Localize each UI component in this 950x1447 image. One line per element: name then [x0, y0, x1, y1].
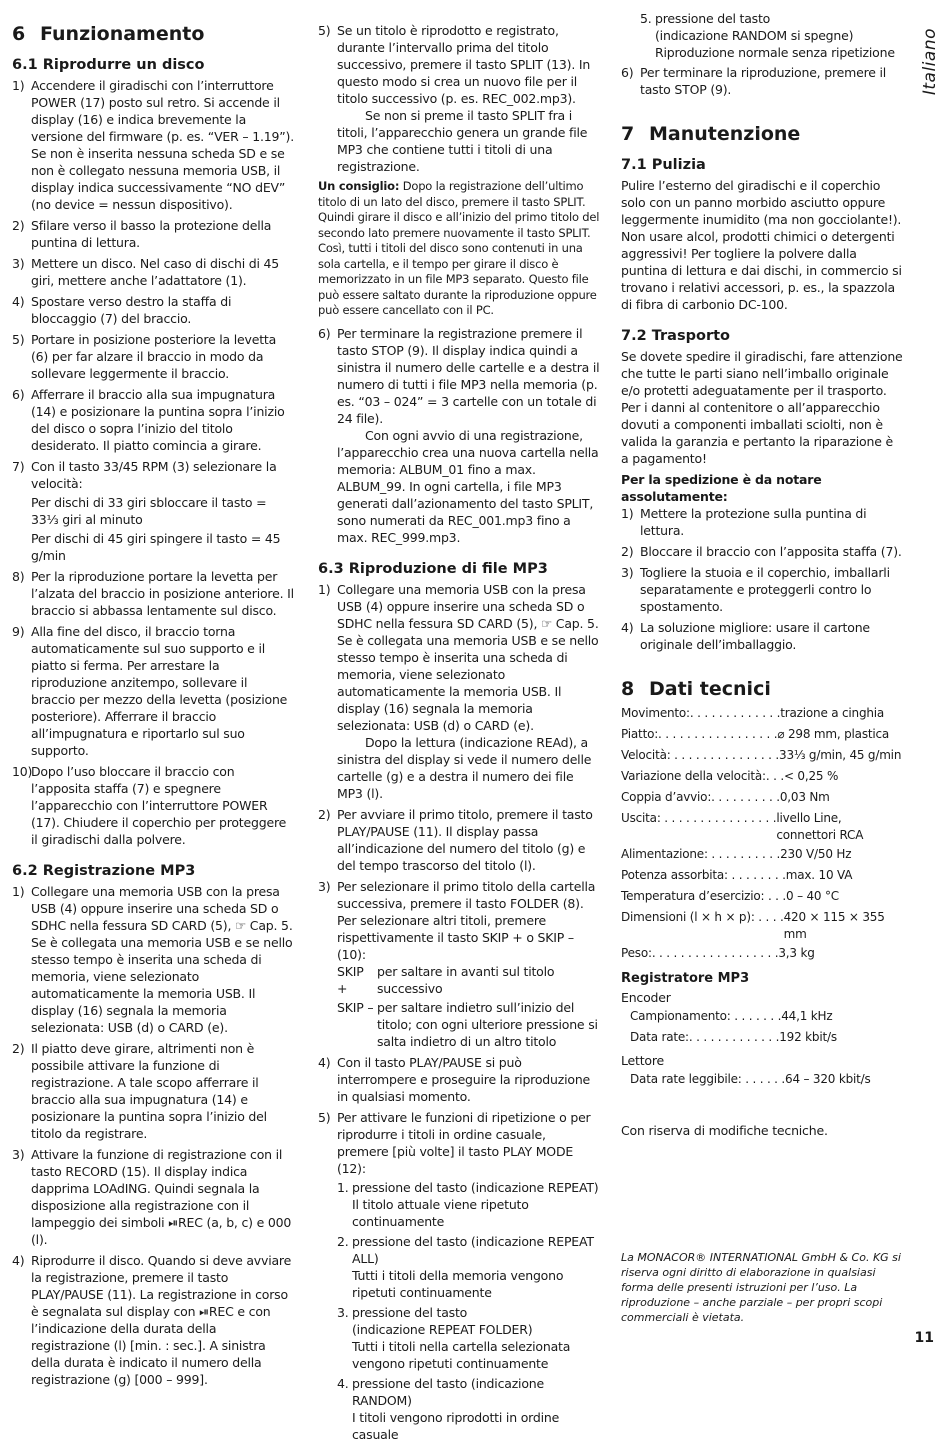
list-item: 4) Riprodurre il disco. Quando si deve avviare la registrazione, premere il tasto PLAY/PAUSE (11). La registrazione in corso è segnalata sul display con ⏯REC e con l’indicazione della durata della registrazione (l) [min. : sec.]. A sinistra della durata è indicato il numero della registrazione (g) [000 – 999]. — [12, 1253, 292, 1387]
heading-7-1: 7.1 Pulizia — [621, 157, 706, 173]
mode-item: 1. pressione del tasto (indicazione REPEAT) Il titolo attuale viene ripetuto continuamente — [337, 1179, 599, 1229]
steps-6-2-cont — [318, 22, 600, 175]
list-item: 3) Per selezionare il primo titolo della cartella successiva, premere il tasto FOLDER (8). Per selezionare altri titoli, premere rispettivamente il tasto SKIP + o SKIP – (10): SKIP + per saltare in avanti sul titolo successivo SKIP – per saltare indietro sull’inizio del titolo; con ogni ulteriore pressione si salta indietro di un altro titolo — [318, 878, 600, 1050]
list-item: 6) Per terminare la riproduzione, premere il tasto STOP (9). — [621, 65, 887, 97]
list-item: 5) Se un titolo è riprodotto e registrato, durante l’intervallo prima del titolo successivo, premere il tasto SPLIT (13). In questo modo si crea un nuovo file per il titolo successivo (p. es. REC_002.mp3). Se non si preme il tasto SPLIT fra i titoli, l’apparecchio genera un grande file MP3 che contiene tutti i titoli di una registrazione. — [318, 22, 600, 175]
list-item: 9) Alla fine del disco, il braccio torna automaticamente sul suo supporto e il piatto si ferma. Per arrestare la riproduzione anzitempo, sollevare il braccio per mezzo della levetta (posizione posteriore). Afferrare il braccio all’impugnatura e riportarlo sul suo supporto. — [12, 624, 288, 758]
specs-table — [621, 703, 903, 964]
player-label: Lettore — [621, 1053, 665, 1068]
shipping-heading: Per la spedizione è da notare assolutamente: — [621, 472, 822, 504]
column-middle — [318, 22, 600, 1447]
list-item: 1) Accendere il giradischi con l’interruttore POWER (17) posto sul retro. Si accende il display (16) e indica brevemente la versione del firmware (p. es. “VER – 1.19”). Se non è inserita nessuna scheda SD e se non è collegato nessuna memoria USB, il display indica successivamente “NO dEV” (no device = nessun dispositivo). — [12, 78, 294, 212]
heading-6: 6 Funzionamento — [12, 23, 205, 45]
spec-row: Data rate leggibile: . . . . . . 64 – 320 kbit/s — [630, 1072, 871, 1086]
spec-row: Coppia d’avvio:. . . . . . . . . . 0,03 Nm — [621, 790, 830, 804]
list-item: 4) Spostare verso destro la staffa di bloccaggio (7) del braccio. — [12, 294, 232, 326]
skip-minus-row: SKIP – per saltare indietro sull’inizio del titolo; con ogni ulteriore pressione si salta indietro di un altro titolo — [337, 999, 598, 1049]
cleaning-text: Pulire l’esterno del giradischi e il coperchio solo con un panno morbido asciutto oppure leggermente inumidito (ma non gocciolante!). Non usare alcol, prodotti chimici o detergenti aggressivi! Per togliere la polvere dalla puntina di lettura e dai dischi, in commercio si trovano i relativi accessori, p. es., la spazzola di fibra di carbonio DC-100. — [621, 178, 902, 312]
play-modes-cont — [621, 10, 903, 61]
steps-6-2 — [12, 883, 294, 1388]
shipping-steps — [621, 505, 903, 653]
heading-6-1: 6.1 Riprodurre un disco — [12, 57, 205, 73]
language-tab: Italiano — [920, 28, 940, 96]
spec-row: Campionamento: . . . . . . . 44,1 kHz — [630, 1009, 833, 1023]
spec-row: Movimento:. . . . . . . . . . . . . trazione a cinghia — [621, 706, 885, 720]
mode-item: 3. pressione del tasto (indicazione REPEAT FOLDER) Tutti i titoli nella cartella selezionata vengono ripetuti continuamente — [337, 1304, 571, 1371]
heading-7: 7 Manutenzione — [621, 123, 801, 145]
encoder-label: Encoder — [621, 990, 671, 1005]
reserve-note: Con riserva di modifiche tecniche. — [621, 1123, 828, 1138]
steps-6-3 — [318, 581, 600, 1443]
list-item: 2) Il piatto deve girare, altrimenti non è possibile attivare la funzione di registrazione. A tale scopo afferrare il braccio alla sua impugnatura (14) e posizionare la puntina sopra l’inizio del titolo da registrare. — [12, 1041, 267, 1141]
list-item: 5) Portare in posizione posteriore la levetta (6) per far alzare il braccio in modo da sollevare leggermente il braccio. — [12, 332, 277, 381]
steps-6-3-end — [621, 64, 903, 98]
play-modes — [337, 1179, 600, 1443]
list-item: 2) Per avviare il primo titolo, premere il tasto PLAY/PAUSE (11). Il display passa all’indicazione del numero del titolo (g) e del tempo trascorso del titolo (l). — [318, 806, 593, 873]
read-note: Dopo la lettura (indicazione REAd), a sinistra del display si vede il numero delle cartelle (g) e a destra il numero dei file MP3 (l). — [337, 734, 592, 801]
list-item: 3) Togliere la stuoia e il coperchio, imballarli separatamente e proteggerli contro lo spostamento. — [621, 565, 890, 614]
list-item: 2) Sfilare verso il basso la protezione della puntina di lettura. — [12, 218, 272, 250]
mode-item: 4. pressione del tasto (indicazione RANDOM) I titoli vengono riprodotti in ordine casuale — [337, 1375, 560, 1442]
column-right — [621, 8, 903, 1143]
list-item: 2) Bloccare il braccio con l’apposita staffa (7). — [621, 544, 902, 559]
list-item: 6) Afferrare il braccio alla sua impugnatura (14) e posizionare la puntina sopra l’inizio del disco o sopra l’inizio del titolo desiderato. Il piatto comincia a girare. — [12, 387, 285, 453]
heading-8: 8 Dati tecnici — [621, 678, 771, 700]
mp3-recorder-heading: Registratore MP3 — [621, 971, 750, 986]
skip-plus-row: SKIP + per saltare in avanti sul titolo successivo — [337, 963, 555, 996]
heading-6-3: 6.3 Riproduzione di file MP3 — [318, 560, 548, 577]
spec-row: Dimensioni (l × h × p): . . . . 420 × 115 × 355 mm — [621, 910, 885, 941]
page-number: 11 — [914, 1330, 934, 1346]
transport-text: Se dovete spedire il giradischi, fare attenzione che tutte le parti siano nell’imballo originale e/o protetti adeguatamente per il trasporto. Per i danni al contenitore o all’apparecchio dovuti a componenti imballati sciolti, non è valida la garanzia e pertanto la riparazione è a pagamento! — [621, 349, 903, 466]
spec-row: Velocità: . . . . . . . . . . . . . . . 33⅓ g/min, 45 g/min — [621, 748, 902, 762]
speed-45-note: Per dischi di 45 giri spingere il tasto = 45 g/min — [31, 531, 281, 563]
list-item: 1) Mettere la protezione sulla puntina di lettura. — [621, 506, 867, 538]
list-item: 6) Per terminare la registrazione premere il tasto STOP (9). Il display indica quindi a sinistra il numero delle cartelle e a destra il numero di tutti i file MP3 nella memoria (p. es. “03 – 024” = 3 cartelle con un totale di 24 file). Con ogni avvio di una registrazione, l’apparecchio crea una nuova cartella nella memoria: ALBUM_01 fino a max. ALBUM_99. In ogni cartella, i file MP3 generati dall’azionamento del tasto SPLIT, sono numerati da REC_001.mp3 fino a max. REC_999.mp3. — [318, 325, 600, 545]
spec-row: Data rate:. . . . . . . . . . . . . 192 kbit/s — [630, 1030, 837, 1044]
spec-row: Piatto:. . . . . . . . . . . . . . . . . ⌀ 298 mm, plastica — [621, 727, 890, 741]
spec-row: Variazione della velocità:. . . < 0,25 % — [621, 769, 839, 783]
steps-6-2-end — [318, 325, 600, 546]
speed-33-note: Per dischi di 33 giri sbloccare il tasto = 33⅓ giri al minuto — [31, 495, 267, 527]
spec-row: Alimentazione: . . . . . . . . . . 230 V/50 Hz — [621, 847, 852, 861]
tip-box: Un consiglio: Dopo la registrazione dell’ultimo titolo di un lato del disco, premere il tasto SPLIT. Quindi girare il disco e all’inizio del primo titolo del secondo lato premere nuovamente il tasto SPLIT. Così, tutti i titoli del disco sono contenuti in una sola cartella, e il tempo per girare il disco è memorizzato in un file MP3 separato. Questo file può essere saltato durante la riproduzione oppure può essere cancellato con il PC. — [318, 179, 600, 317]
steps-6-1 — [12, 77, 294, 848]
list-item: 8) Per la riproduzione portare la levetta per l’alzata del braccio in posizione anteriore. Il braccio si abbassa lentamente sul disco. — [12, 569, 294, 618]
mode-item: 2. pressione del tasto (indicazione REPEAT ALL) Tutti i titoli della memoria vengono ripetuti continuamente — [337, 1233, 594, 1300]
mode-item: 5. pressione del tasto (indicazione RANDOM si spegne) Riproduzione normale senza ripetizione — [640, 11, 895, 60]
heading-7-2: 7.2 Trasporto — [621, 328, 730, 344]
spec-row: Temperatura d’esercizio: . . . 0 – 40 °C — [621, 889, 839, 903]
spec-row: Potenza assorbita: . . . . . . . . max. 10 VA — [621, 868, 853, 882]
list-item: 1) Collegare una memoria USB con la presa USB (4) oppure inserire una scheda SD o SDHC nella fessura SD CARD (5), ☞ Cap. 5. Se è collegata una memoria USB e se nello stesso tempo è inserita una scheda di memoria, viene selezionato automaticamente la memoria USB. Il display (16) segnala la memoria selezionata: USB (d) o CARD (e). Dopo la lettura (indicazione REAd), a sinistra del display si vede il numero delle cartelle (g) e a destra il numero dei file MP3 (l). — [318, 581, 599, 801]
column-left — [12, 22, 294, 1392]
folder-note: Con ogni avvio di una registrazione, l’apparecchio crea una nuova cartella nella memoria: ALBUM_01 fino a max. ALBUM_99. In ogni cartella, i file MP3 generati dall’azionamento del tasto SPLIT, sono numerati da REC_001.mp3 fino a max. REC_999.mp3. — [337, 427, 599, 545]
list-item: 5) Per attivare le funzioni di ripetizione o per riprodurre i titoli in ordine casuale, premere [più volte] il tasto PLAY MODE (12): 1. pressione del tasto (indicazione REPEAT) Il titolo attuale viene ripetuto continuamente 2. pressione del tasto (indicazione REPEAT ALL) Tutti i titoli della memoria vengono ripetuti continuamente 3. pressione del tasto (indicazione REPEAT FOLDER) Tutti i titoli nella cartella selezionata vengono ripetuti continuamente 4. pressione del tasto (indicazione RANDOM) I titoli vengono riprodotti in ordine casuale — [318, 1109, 599, 1442]
list-item: 3) Mettere un disco. Nel caso di dischi di 45 giri, mettere anche l’adattatore (1). — [12, 256, 280, 288]
copyright-note: La MONACOR® INTERNATIONAL GmbH & Co. KG si riserva ogni diritto di elaborazione in qualsiasi forma delle presenti istruzioni per l’uso. La riproduzione – anche parziale – per propri scopi commerciali è vietata. — [621, 1251, 901, 1324]
split-note: Se non si preme il tasto SPLIT fra i titoli, l’apparecchio genera un grande file MP3 che contiene tutti i titoli di una registrazione. — [337, 108, 588, 174]
list-item: 1) Collegare una memoria USB con la presa USB (4) oppure inserire una scheda SD o SDHC nella fessura SD CARD (5), ☞ Cap. 5. Se è collegata una memoria USB e se nello stesso tempo è inserita una scheda di memoria, viene selezionato automaticamente la memoria USB. Il display (16) segnala la memoria selezionata: USB (d) o CARD (e). — [12, 884, 293, 1035]
spec-row: Uscita: . . . . . . . . . . . . . . . . livello Line, connettori RCA — [621, 811, 864, 842]
list-item: 3) Attivare la funzione di registrazione con il tasto RECORD (15). Il display indica dapprima LOAdING. Quindi segnala la disposizione alla registrazione con il lampeggio dei simboli ⏯REC (a, b, c) e 000 (l). — [12, 1147, 292, 1247]
list-item: 10) Dopo l’uso bloccare il braccio con l’apposita staffa (7) e spegnere l’apparecchio con l’interruttore POWER (17). Chiudere il coperchio per proteggere il giradischi dalla polvere. — [12, 764, 287, 847]
list-item: 4) La soluzione migliore: usare il cartone originale dell’imballaggio. — [621, 620, 870, 652]
list-item: 4) Con il tasto PLAY/PAUSE si può interrompere e proseguire la riproduzione in qualsiasi momento. — [318, 1054, 591, 1104]
spec-row: Peso:. . . . . . . . . . . . . . . . . . 3,3 kg — [621, 946, 815, 960]
heading-6-2: 6.2 Registrazione MP3 — [12, 863, 196, 879]
list-item: 7) Con il tasto 33/45 RPM (3) selezionare la velocità: Per dischi di 33 giri sbloccare il tasto = 33⅓ giri al minuto Per dischi di 45 giri spingere il tasto = 45 g/min — [12, 458, 294, 564]
